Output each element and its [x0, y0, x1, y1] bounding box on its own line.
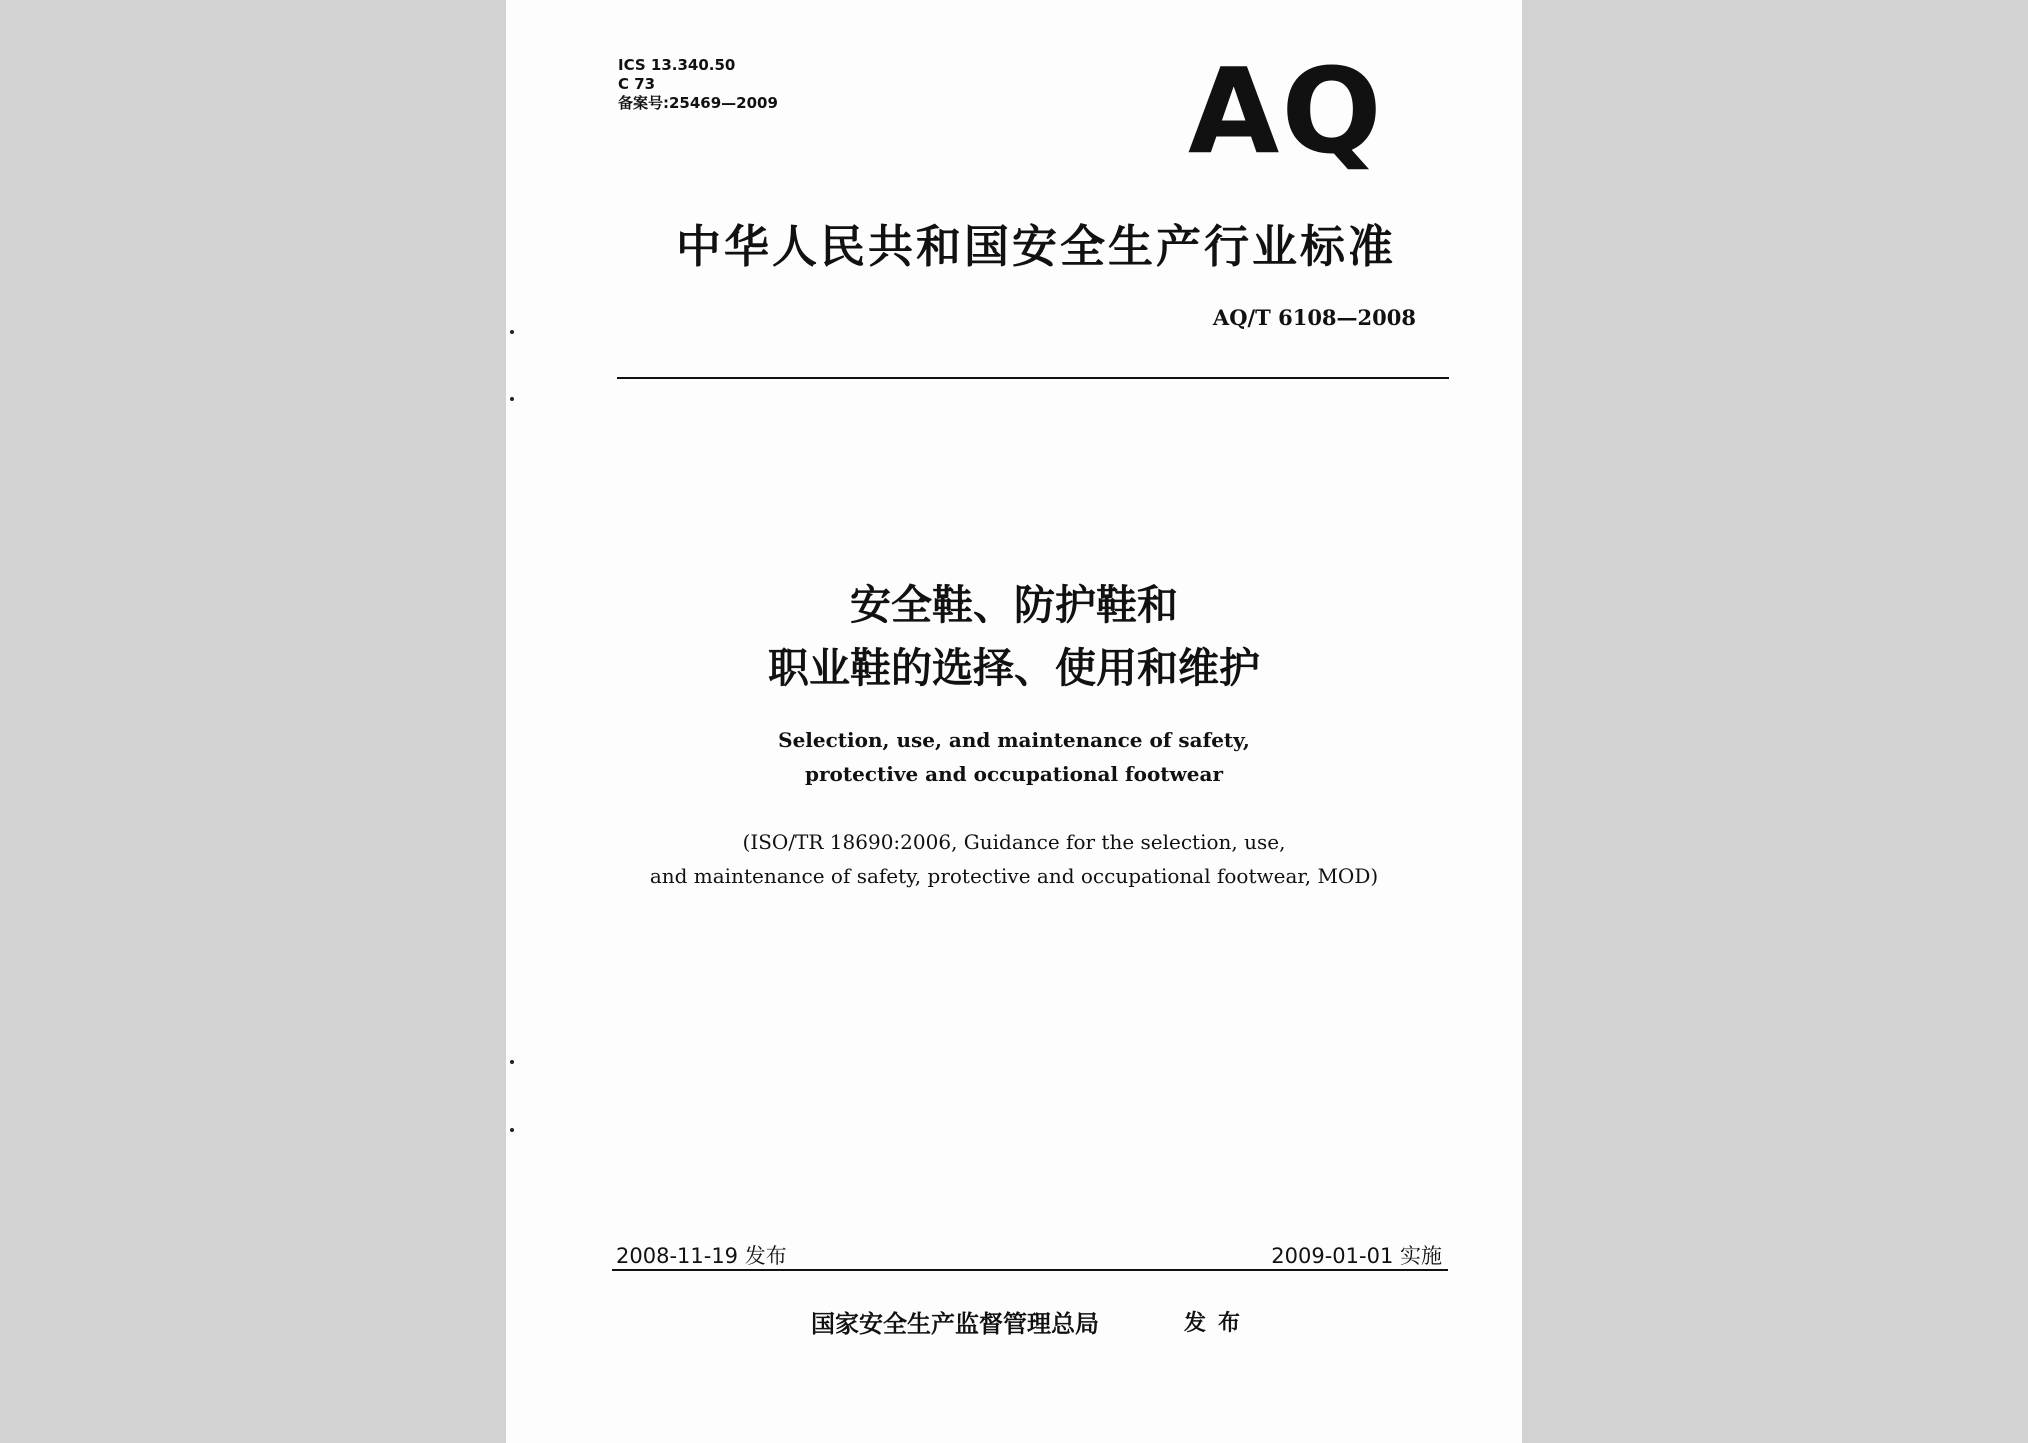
implementation-date: 2009-01-01 实施 — [1271, 1244, 1442, 1268]
english-title-line-1: Selection, use, and maintenance of safety, — [778, 728, 1250, 752]
chinese-title-line-2: 职业鞋的选择、使用和维护 — [768, 644, 1260, 692]
scan-speck — [510, 397, 514, 401]
header-divider — [617, 377, 1449, 379]
scan-speck — [510, 1060, 514, 1064]
aq-logo: AQ — [1188, 42, 1384, 180]
iso-reference-line-1: (ISO/TR 18690:2006, Guidance for the selection, use, — [742, 830, 1286, 854]
classification-block — [618, 56, 778, 113]
record-number: 备案号:25469—2009 — [618, 94, 778, 112]
standard-number: AQ/T 6108—2008 — [1212, 305, 1416, 330]
document-page — [506, 0, 1522, 1443]
issue-date: 2008-11-19 发布 — [616, 1244, 787, 1268]
iso-reference-line-2: and maintenance of safety, protective and occupational footwear, MOD) — [649, 864, 1379, 888]
publish-label: 发布 — [1184, 1311, 1253, 1336]
ccs-code: C 73 — [618, 75, 656, 93]
english-title-line-2: protective and occupational footwear — [805, 762, 1223, 786]
scan-speck — [510, 1128, 514, 1132]
chinese-title-line-1: 安全鞋、防护鞋和 — [850, 581, 1178, 629]
ics-code: ICS 13.340.50 — [618, 56, 736, 74]
footer-divider — [612, 1269, 1448, 1271]
publisher-name: 国家安全生产监督管理总局 — [811, 1310, 1099, 1338]
scan-speck — [510, 330, 514, 334]
ministry-title: 中华人民共和国安全生产行业标准 — [675, 220, 1396, 273]
